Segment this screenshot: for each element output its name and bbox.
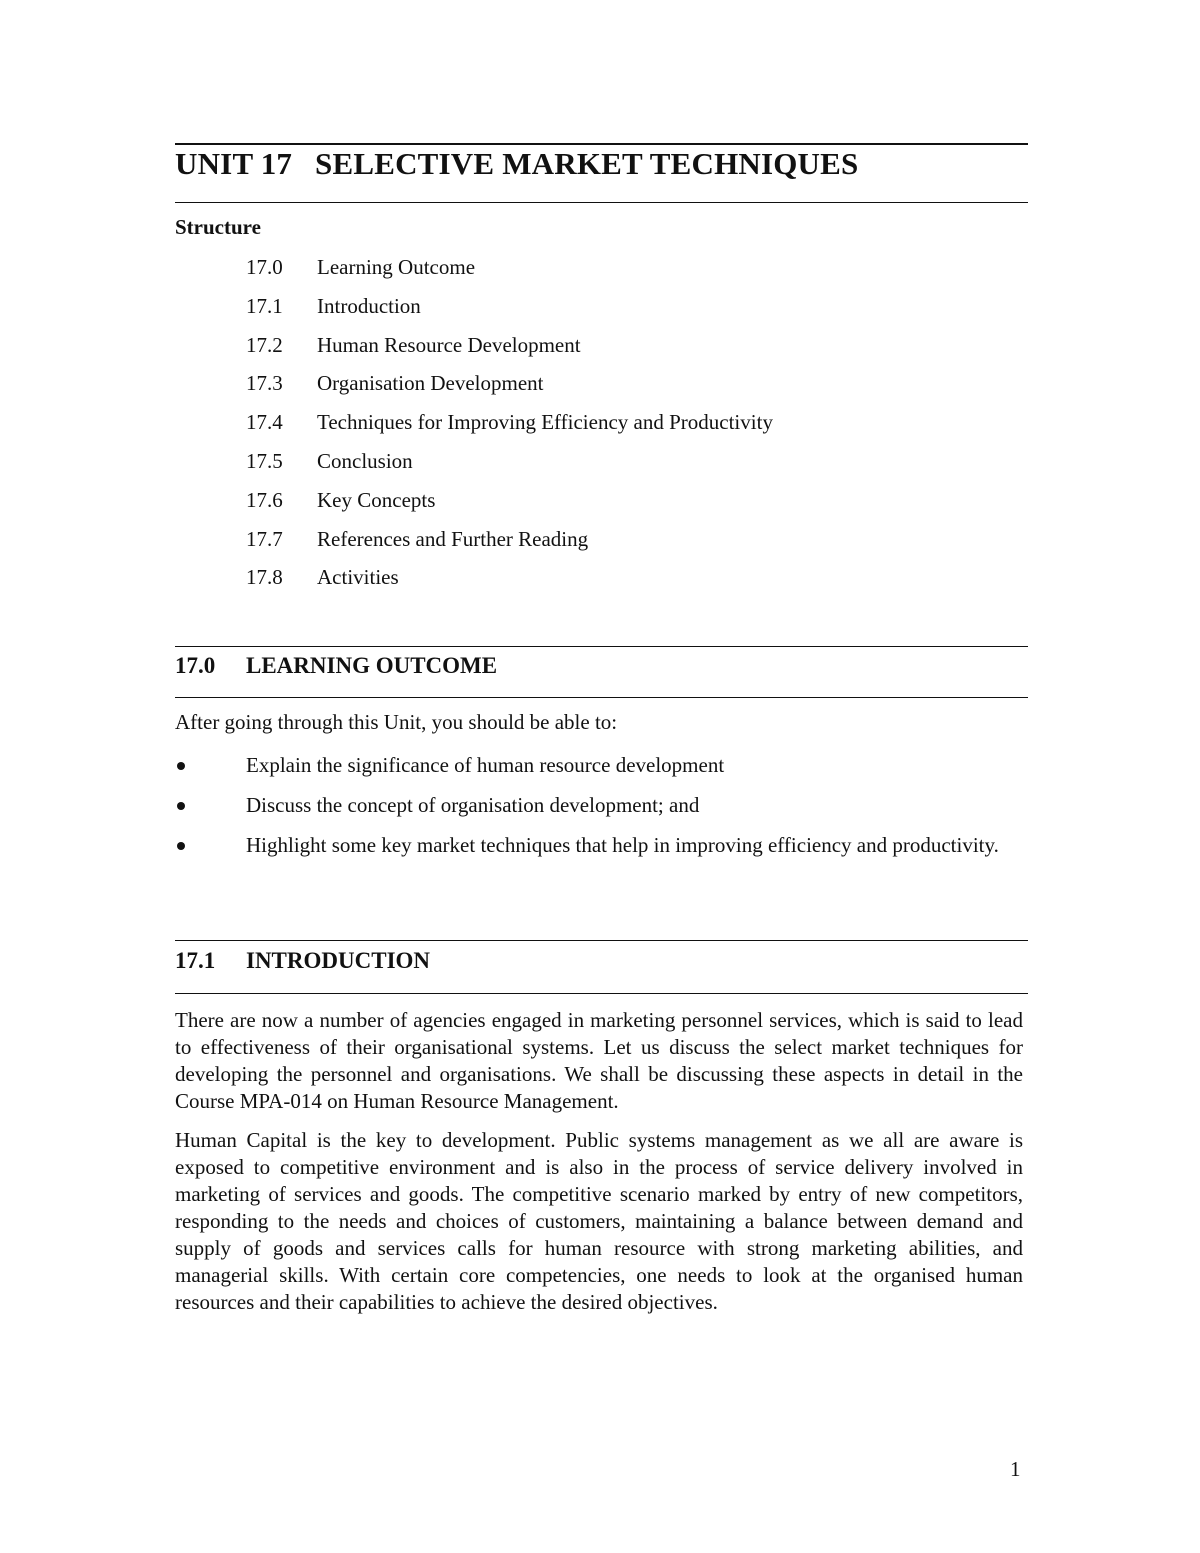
section-bottom-rule	[175, 993, 1028, 994]
structure-item-number: 17.2	[246, 332, 283, 357]
section-top-rule	[175, 646, 1028, 647]
structure-item	[246, 253, 773, 292]
section-bottom-rule	[175, 697, 1028, 698]
structure-item-number: 17.8	[246, 565, 283, 590]
section-heading-learning-outcome	[175, 653, 497, 679]
learning-outcome-list	[175, 752, 1023, 872]
structure-item	[246, 369, 773, 408]
bullet-icon	[177, 802, 185, 810]
structure-item-number: 17.6	[246, 487, 283, 512]
structure-item-number: 17.4	[246, 410, 283, 435]
structure-item	[246, 331, 773, 370]
structure-label: Structure	[175, 215, 261, 239]
structure-item-label: Introduction	[317, 293, 421, 318]
page-number: 1	[1010, 1457, 1021, 1481]
structure-item-label: Activities	[317, 565, 399, 590]
structure-item	[246, 563, 773, 602]
unit-title-text: SELECTIVE MARKET TECHNIQUES	[315, 146, 859, 181]
structure-item-label: Key Concepts	[317, 487, 436, 512]
structure-item-number: 17.3	[246, 371, 283, 396]
list-item	[175, 832, 1023, 859]
structure-item	[246, 292, 773, 331]
unit-title	[175, 146, 858, 182]
section-heading-introduction	[175, 948, 430, 974]
list-item-text: Discuss the concept of organisation development; and	[246, 793, 700, 817]
structure-item	[246, 447, 773, 486]
structure-item-number: 17.0	[246, 255, 283, 279]
structure-item-label: Learning Outcome	[317, 255, 476, 279]
title-top-rule	[175, 143, 1028, 145]
structure-item-number: 17.1	[246, 293, 283, 318]
structure-item-label: Techniques for Improving Efficiency and Productivity	[317, 410, 773, 435]
structure-item	[246, 525, 773, 564]
list-item-text: Explain the significance of human resource development	[246, 753, 725, 777]
structure-item-label: Conclusion	[317, 448, 413, 473]
title-bottom-rule	[175, 202, 1028, 203]
structure-item	[246, 486, 773, 525]
section-title: LEARNING OUTCOME	[246, 653, 498, 678]
structure-item	[246, 408, 773, 447]
introduction-paragraph: Human Capital is the key to development. Public systems management as we all are aware is exposed to competitive environment and is also in the process of service delivery involved in marketing of services and goods. The competitive scenario marked by entry of new competitors, responding to the needs and choices of customers, maintaining a balance between demand and supply of goods and services calls for human resource with strong marketing abilities, and managerial skills. With certain core competencies, one needs to look at the organised human resources and their capabilities to achieve the desired objectives.	[175, 1128, 1023, 1314]
structure-item-label: Human Resource Development	[317, 332, 581, 357]
section-number: 17.1	[175, 948, 216, 973]
section-top-rule	[175, 940, 1028, 941]
structure-item-number: 17.5	[246, 448, 283, 473]
list-item	[175, 792, 1023, 819]
structure-item-number: 17.7	[246, 526, 283, 551]
unit-number: UNIT 17	[175, 146, 293, 181]
section-number: 17.0	[175, 653, 216, 678]
structure-item-label: Organisation Development	[317, 371, 544, 396]
bullet-icon	[177, 762, 185, 770]
list-item	[175, 752, 1023, 779]
learning-outcome-intro: After going through this Unit, you should be able to:	[175, 710, 618, 734]
list-item-text: Highlight some key market techniques that help in improving efficiency and productivity.	[246, 833, 999, 857]
introduction-paragraph: There are now a number of agencies engaged in marketing personnel services, which is said to lead to effectiveness of their organisational systems. Let us discuss the select market techniques for developing the personnel and organisations. We shall be discussing these aspects in detail in the Course MPA-014 on Human Resource Management.	[175, 1008, 1023, 1113]
structure-item-label: References and Further Reading	[317, 526, 589, 551]
structure-list	[246, 253, 773, 602]
bullet-icon	[177, 842, 185, 850]
section-title: INTRODUCTION	[246, 948, 431, 973]
